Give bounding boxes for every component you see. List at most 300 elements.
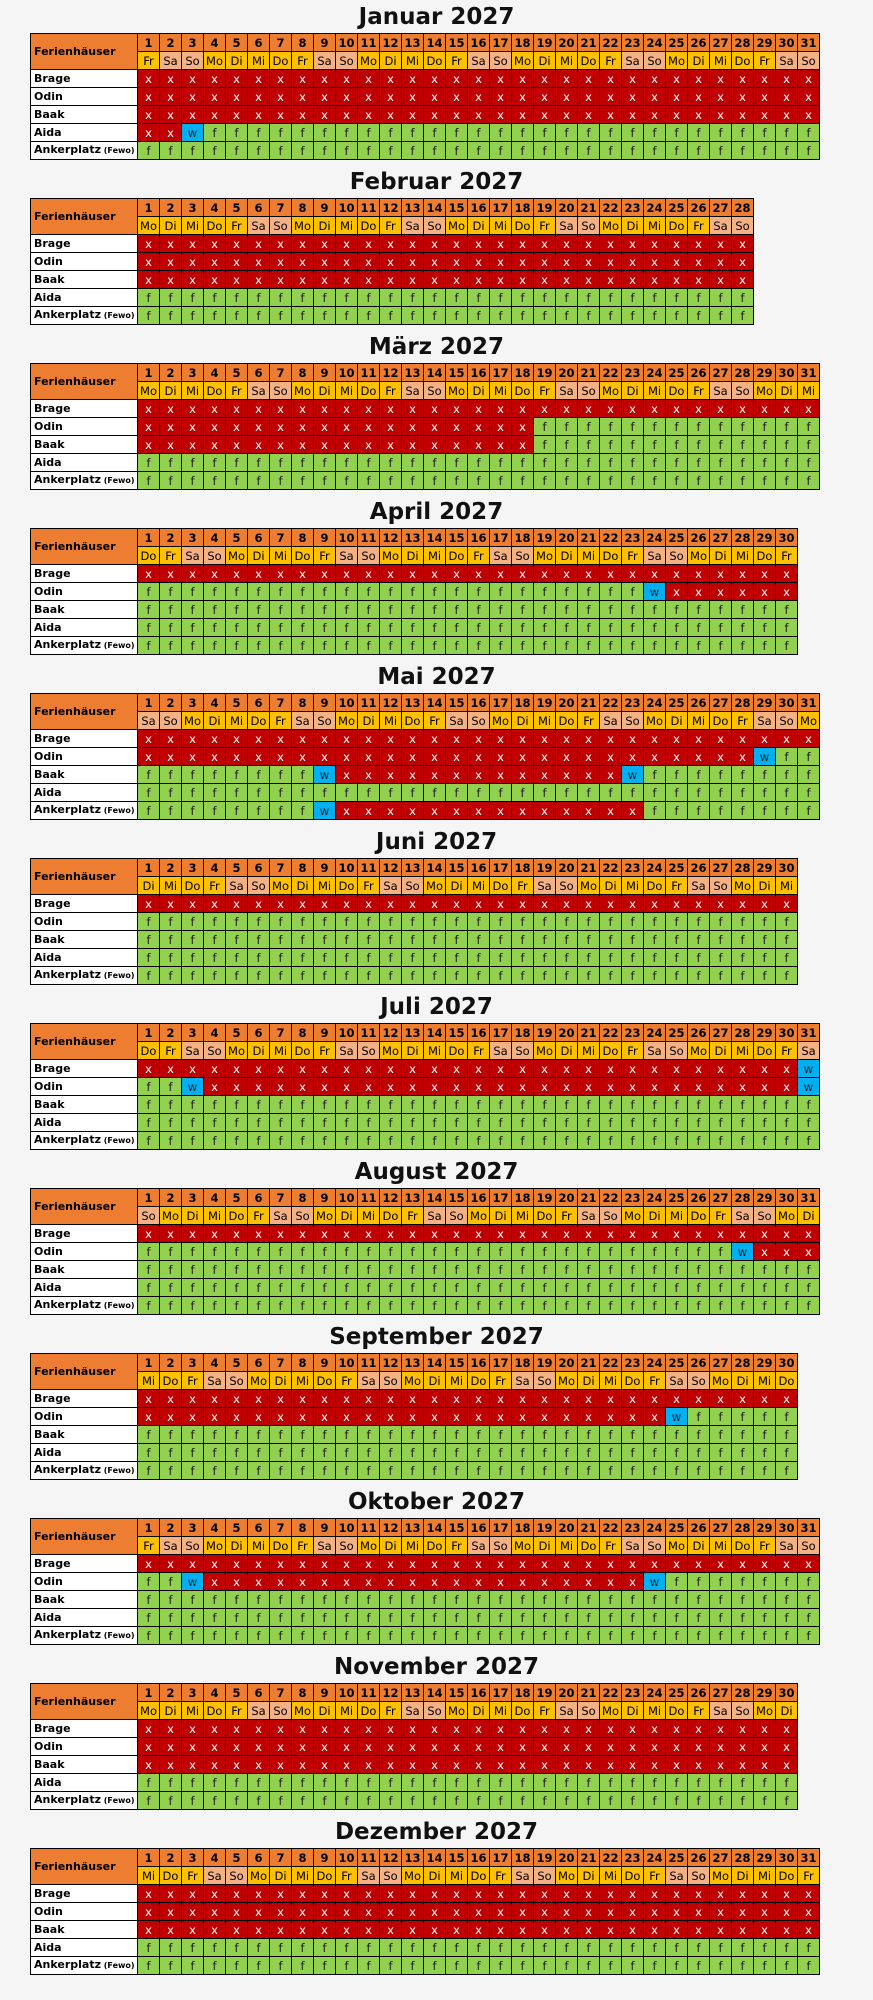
day-status-cell[interactable]: f [314, 307, 336, 325]
day-status-cell[interactable]: x [578, 1903, 600, 1921]
day-status-cell[interactable]: x [710, 253, 732, 271]
day-status-cell[interactable]: f [666, 307, 688, 325]
day-status-cell[interactable]: f [226, 1939, 248, 1957]
day-status-cell[interactable]: x [204, 1390, 226, 1408]
day-status-cell[interactable]: f [160, 619, 182, 637]
day-status-cell[interactable]: f [732, 1444, 754, 1462]
day-status-cell[interactable]: f [512, 1609, 534, 1627]
day-status-cell[interactable]: x [578, 1756, 600, 1774]
day-status-cell[interactable]: f [512, 307, 534, 325]
day-status-cell[interactable]: x [732, 1060, 754, 1078]
day-status-cell[interactable]: x [666, 88, 688, 106]
day-status-cell[interactable]: f [226, 1627, 248, 1645]
day-status-cell[interactable]: x [138, 730, 160, 748]
day-status-cell[interactable]: x [622, 1573, 644, 1591]
day-status-cell[interactable]: x [468, 1921, 490, 1939]
day-status-cell[interactable]: f [644, 1279, 666, 1297]
day-status-cell[interactable]: f [600, 1462, 622, 1480]
day-status-cell[interactable]: f [622, 418, 644, 436]
day-status-cell[interactable]: x [490, 1060, 512, 1078]
day-status-cell[interactable]: f [578, 289, 600, 307]
day-status-cell[interactable]: x [204, 1225, 226, 1243]
day-status-cell[interactable]: f [446, 454, 468, 472]
day-status-cell[interactable]: f [446, 949, 468, 967]
day-status-cell[interactable]: f [270, 967, 292, 985]
day-status-cell[interactable]: f [732, 1261, 754, 1279]
day-status-cell[interactable]: f [248, 1243, 270, 1261]
day-status-cell[interactable]: f [490, 601, 512, 619]
day-status-cell[interactable]: x [688, 1720, 710, 1738]
day-status-cell[interactable]: f [754, 1627, 776, 1645]
day-status-cell[interactable]: f [666, 619, 688, 637]
day-status-cell[interactable]: x [666, 1921, 688, 1939]
day-status-cell[interactable]: x [512, 565, 534, 583]
day-status-cell[interactable]: x [688, 235, 710, 253]
day-status-cell[interactable]: x [490, 436, 512, 454]
day-status-cell[interactable]: x [226, 1408, 248, 1426]
day-status-cell[interactable]: f [226, 1792, 248, 1810]
day-status-cell[interactable]: x [424, 802, 446, 820]
day-status-cell[interactable]: x [798, 1243, 820, 1261]
day-status-cell[interactable]: f [600, 1609, 622, 1627]
day-status-cell[interactable]: f [666, 1957, 688, 1975]
day-status-cell[interactable]: f [578, 931, 600, 949]
day-status-cell[interactable]: f [534, 1792, 556, 1810]
day-status-cell[interactable]: f [754, 766, 776, 784]
day-status-cell[interactable]: x [204, 253, 226, 271]
day-status-cell[interactable]: x [490, 1756, 512, 1774]
day-status-cell[interactable]: f [710, 142, 732, 160]
day-status-cell[interactable]: f [336, 1609, 358, 1627]
day-status-cell[interactable]: x [336, 1720, 358, 1738]
day-status-cell[interactable]: f [248, 583, 270, 601]
day-status-cell[interactable]: f [688, 1573, 710, 1591]
day-status-cell[interactable]: x [556, 253, 578, 271]
day-status-cell[interactable]: x [336, 1885, 358, 1903]
day-status-cell[interactable]: f [710, 436, 732, 454]
day-status-cell[interactable]: w [798, 1078, 820, 1096]
day-status-cell[interactable]: f [732, 637, 754, 655]
day-status-cell[interactable]: f [556, 1444, 578, 1462]
day-status-cell[interactable]: x [578, 70, 600, 88]
day-status-cell[interactable]: f [578, 124, 600, 142]
day-status-cell[interactable]: f [754, 436, 776, 454]
day-status-cell[interactable]: f [402, 1243, 424, 1261]
day-status-cell[interactable]: f [622, 619, 644, 637]
day-status-cell[interactable]: x [314, 70, 336, 88]
day-status-cell[interactable]: x [182, 895, 204, 913]
day-status-cell[interactable]: f [600, 289, 622, 307]
day-status-cell[interactable]: f [688, 1261, 710, 1279]
day-status-cell[interactable]: x [336, 106, 358, 124]
day-status-cell[interactable]: f [666, 1462, 688, 1480]
day-status-cell[interactable]: x [798, 1921, 820, 1939]
day-status-cell[interactable]: x [512, 106, 534, 124]
day-status-cell[interactable]: f [314, 472, 336, 490]
day-status-cell[interactable]: f [380, 1096, 402, 1114]
day-status-cell[interactable]: x [666, 271, 688, 289]
day-status-cell[interactable]: x [490, 1390, 512, 1408]
day-status-cell[interactable]: x [578, 730, 600, 748]
day-status-cell[interactable]: f [666, 802, 688, 820]
day-status-cell[interactable]: f [710, 1096, 732, 1114]
day-status-cell[interactable]: f [138, 1297, 160, 1315]
day-status-cell[interactable]: f [644, 1462, 666, 1480]
day-status-cell[interactable]: f [292, 637, 314, 655]
day-status-cell[interactable]: f [358, 1279, 380, 1297]
day-status-cell[interactable]: x [666, 400, 688, 418]
day-status-cell[interactable]: f [270, 1591, 292, 1609]
day-status-cell[interactable]: x [248, 1738, 270, 1756]
day-status-cell[interactable]: x [402, 1390, 424, 1408]
day-status-cell[interactable]: f [534, 949, 556, 967]
day-status-cell[interactable]: f [754, 1573, 776, 1591]
day-status-cell[interactable]: f [160, 1279, 182, 1297]
day-status-cell[interactable]: f [270, 1243, 292, 1261]
day-status-cell[interactable]: x [358, 730, 380, 748]
day-status-cell[interactable]: x [160, 1738, 182, 1756]
day-status-cell[interactable]: f [490, 289, 512, 307]
day-status-cell[interactable]: f [776, 1462, 798, 1480]
day-status-cell[interactable]: x [424, 1573, 446, 1591]
day-status-cell[interactable]: x [314, 1756, 336, 1774]
day-status-cell[interactable]: f [292, 1957, 314, 1975]
day-status-cell[interactable]: x [490, 1555, 512, 1573]
day-status-cell[interactable]: f [556, 967, 578, 985]
day-status-cell[interactable]: f [798, 1114, 820, 1132]
day-status-cell[interactable]: x [248, 1390, 270, 1408]
day-status-cell[interactable]: x [732, 106, 754, 124]
day-status-cell[interactable]: f [424, 1096, 446, 1114]
day-status-cell[interactable]: f [204, 454, 226, 472]
day-status-cell[interactable]: x [600, 565, 622, 583]
day-status-cell[interactable]: x [182, 1903, 204, 1921]
day-status-cell[interactable]: f [160, 1792, 182, 1810]
day-status-cell[interactable]: f [248, 472, 270, 490]
day-status-cell[interactable]: f [600, 1132, 622, 1150]
day-status-cell[interactable]: x [688, 1756, 710, 1774]
day-status-cell[interactable]: f [556, 1243, 578, 1261]
day-status-cell[interactable]: x [226, 895, 248, 913]
day-status-cell[interactable]: x [402, 253, 424, 271]
day-status-cell[interactable]: x [138, 1390, 160, 1408]
day-status-cell[interactable]: x [160, 1225, 182, 1243]
day-status-cell[interactable]: x [490, 895, 512, 913]
day-status-cell[interactable]: f [534, 1774, 556, 1792]
day-status-cell[interactable]: x [314, 1921, 336, 1939]
day-status-cell[interactable]: x [732, 1720, 754, 1738]
day-status-cell[interactable]: f [204, 1426, 226, 1444]
day-status-cell[interactable]: f [446, 1627, 468, 1645]
day-status-cell[interactable]: f [732, 418, 754, 436]
day-status-cell[interactable]: x [226, 748, 248, 766]
day-status-cell[interactable]: x [380, 802, 402, 820]
day-status-cell[interactable]: x [512, 1756, 534, 1774]
day-status-cell[interactable]: f [688, 802, 710, 820]
day-status-cell[interactable]: f [358, 454, 380, 472]
day-status-cell[interactable]: f [622, 307, 644, 325]
day-status-cell[interactable]: f [776, 1114, 798, 1132]
day-status-cell[interactable]: f [666, 142, 688, 160]
day-status-cell[interactable]: f [578, 1426, 600, 1444]
day-status-cell[interactable]: f [446, 1774, 468, 1792]
day-status-cell[interactable]: x [688, 748, 710, 766]
day-status-cell[interactable]: x [600, 1921, 622, 1939]
day-status-cell[interactable]: f [732, 601, 754, 619]
day-status-cell[interactable]: f [182, 1792, 204, 1810]
day-status-cell[interactable]: x [182, 1555, 204, 1573]
day-status-cell[interactable]: f [336, 1297, 358, 1315]
day-status-cell[interactable]: x [204, 271, 226, 289]
day-status-cell[interactable]: f [336, 967, 358, 985]
day-status-cell[interactable]: x [490, 271, 512, 289]
day-status-cell[interactable]: x [688, 1078, 710, 1096]
day-status-cell[interactable]: f [666, 913, 688, 931]
day-status-cell[interactable]: f [512, 1792, 534, 1810]
day-status-cell[interactable]: f [358, 784, 380, 802]
day-status-cell[interactable]: f [336, 913, 358, 931]
day-status-cell[interactable]: x [446, 1903, 468, 1921]
day-status-cell[interactable]: x [556, 235, 578, 253]
day-status-cell[interactable]: x [754, 400, 776, 418]
day-status-cell[interactable]: x [490, 70, 512, 88]
day-status-cell[interactable]: x [622, 253, 644, 271]
day-status-cell[interactable]: x [468, 1738, 490, 1756]
day-status-cell[interactable]: f [710, 619, 732, 637]
day-status-cell[interactable]: f [270, 1297, 292, 1315]
day-status-cell[interactable]: x [292, 88, 314, 106]
day-status-cell[interactable]: f [644, 1426, 666, 1444]
day-status-cell[interactable]: x [468, 895, 490, 913]
day-status-cell[interactable]: x [402, 106, 424, 124]
day-status-cell[interactable]: f [292, 931, 314, 949]
day-status-cell[interactable]: f [292, 601, 314, 619]
day-status-cell[interactable]: x [754, 1390, 776, 1408]
day-status-cell[interactable]: f [710, 802, 732, 820]
day-status-cell[interactable]: f [622, 1426, 644, 1444]
day-status-cell[interactable]: f [622, 436, 644, 454]
day-status-cell[interactable]: x [380, 1720, 402, 1738]
day-status-cell[interactable]: x [314, 1720, 336, 1738]
day-status-cell[interactable]: f [424, 601, 446, 619]
day-status-cell[interactable]: f [512, 1939, 534, 1957]
day-status-cell[interactable]: f [204, 1627, 226, 1645]
day-status-cell[interactable]: x [336, 730, 358, 748]
day-status-cell[interactable]: f [666, 1609, 688, 1627]
day-status-cell[interactable]: x [358, 235, 380, 253]
day-status-cell[interactable]: f [710, 1444, 732, 1462]
day-status-cell[interactable]: x [556, 400, 578, 418]
day-status-cell[interactable]: f [402, 931, 424, 949]
day-status-cell[interactable]: f [402, 1114, 424, 1132]
day-status-cell[interactable]: f [292, 1114, 314, 1132]
day-status-cell[interactable]: f [226, 454, 248, 472]
day-status-cell[interactable]: x [248, 1885, 270, 1903]
day-status-cell[interactable]: x [358, 895, 380, 913]
day-status-cell[interactable]: x [226, 1903, 248, 1921]
day-status-cell[interactable]: f [468, 1591, 490, 1609]
day-status-cell[interactable]: x [622, 565, 644, 583]
day-status-cell[interactable]: f [534, 583, 556, 601]
day-status-cell[interactable]: f [534, 1426, 556, 1444]
day-status-cell[interactable]: f [314, 1114, 336, 1132]
day-status-cell[interactable]: f [314, 1774, 336, 1792]
day-status-cell[interactable]: x [710, 1921, 732, 1939]
day-status-cell[interactable]: f [204, 472, 226, 490]
day-status-cell[interactable]: f [138, 1114, 160, 1132]
day-status-cell[interactable]: x [710, 70, 732, 88]
day-status-cell[interactable]: x [468, 1225, 490, 1243]
day-status-cell[interactable]: x [182, 1225, 204, 1243]
day-status-cell[interactable]: x [468, 253, 490, 271]
day-status-cell[interactable]: x [446, 106, 468, 124]
day-status-cell[interactable]: x [292, 1720, 314, 1738]
day-status-cell[interactable]: f [270, 1957, 292, 1975]
day-status-cell[interactable]: x [490, 1573, 512, 1591]
day-status-cell[interactable]: f [776, 1957, 798, 1975]
day-status-cell[interactable]: f [358, 1792, 380, 1810]
day-status-cell[interactable]: x [160, 400, 182, 418]
day-status-cell[interactable]: f [402, 1132, 424, 1150]
day-status-cell[interactable]: x [490, 253, 512, 271]
day-status-cell[interactable]: x [754, 1555, 776, 1573]
day-status-cell[interactable]: x [468, 1555, 490, 1573]
day-status-cell[interactable]: x [446, 436, 468, 454]
day-status-cell[interactable]: x [358, 253, 380, 271]
day-status-cell[interactable]: f [182, 1261, 204, 1279]
day-status-cell[interactable]: x [710, 1078, 732, 1096]
day-status-cell[interactable]: f [490, 1261, 512, 1279]
day-status-cell[interactable]: f [314, 967, 336, 985]
day-status-cell[interactable]: f [798, 1279, 820, 1297]
day-status-cell[interactable]: x [336, 1573, 358, 1591]
day-status-cell[interactable]: f [644, 1297, 666, 1315]
day-status-cell[interactable]: x [534, 106, 556, 124]
day-status-cell[interactable]: f [732, 1462, 754, 1480]
day-status-cell[interactable]: x [270, 1573, 292, 1591]
day-status-cell[interactable]: w [314, 766, 336, 784]
day-status-cell[interactable]: x [468, 70, 490, 88]
day-status-cell[interactable]: f [732, 1132, 754, 1150]
day-status-cell[interactable]: f [138, 1609, 160, 1627]
day-status-cell[interactable]: f [622, 1297, 644, 1315]
day-status-cell[interactable]: f [138, 1462, 160, 1480]
day-status-cell[interactable]: f [358, 913, 380, 931]
day-status-cell[interactable]: f [424, 1261, 446, 1279]
day-status-cell[interactable]: f [380, 454, 402, 472]
day-status-cell[interactable]: x [578, 88, 600, 106]
day-status-cell[interactable]: x [534, 70, 556, 88]
day-status-cell[interactable]: f [534, 1609, 556, 1627]
day-status-cell[interactable]: f [270, 1261, 292, 1279]
day-status-cell[interactable]: x [358, 802, 380, 820]
day-status-cell[interactable]: f [292, 1426, 314, 1444]
day-status-cell[interactable]: x [600, 766, 622, 784]
day-status-cell[interactable]: f [512, 1444, 534, 1462]
day-status-cell[interactable]: x [424, 1060, 446, 1078]
day-status-cell[interactable]: f [754, 1132, 776, 1150]
day-status-cell[interactable]: x [490, 400, 512, 418]
day-status-cell[interactable]: x [776, 1390, 798, 1408]
day-status-cell[interactable]: x [248, 748, 270, 766]
day-status-cell[interactable]: f [644, 1774, 666, 1792]
day-status-cell[interactable]: f [622, 1609, 644, 1627]
day-status-cell[interactable]: f [380, 1462, 402, 1480]
day-status-cell[interactable]: f [182, 784, 204, 802]
day-status-cell[interactable]: x [468, 1078, 490, 1096]
day-status-cell[interactable]: f [468, 1792, 490, 1810]
day-status-cell[interactable]: f [556, 913, 578, 931]
day-status-cell[interactable]: f [446, 1939, 468, 1957]
day-status-cell[interactable]: f [336, 931, 358, 949]
day-status-cell[interactable]: x [358, 88, 380, 106]
day-status-cell[interactable]: x [578, 1720, 600, 1738]
day-status-cell[interactable]: f [424, 1792, 446, 1810]
day-status-cell[interactable]: f [226, 1444, 248, 1462]
day-status-cell[interactable]: f [182, 967, 204, 985]
day-status-cell[interactable]: x [226, 1078, 248, 1096]
day-status-cell[interactable]: x [446, 271, 468, 289]
day-status-cell[interactable]: f [468, 1444, 490, 1462]
day-status-cell[interactable]: x [710, 106, 732, 124]
day-status-cell[interactable]: x [446, 1060, 468, 1078]
day-status-cell[interactable]: f [710, 124, 732, 142]
day-status-cell[interactable]: f [776, 619, 798, 637]
day-status-cell[interactable]: x [556, 106, 578, 124]
day-status-cell[interactable]: x [402, 1408, 424, 1426]
day-status-cell[interactable]: x [512, 1573, 534, 1591]
day-status-cell[interactable]: x [534, 1756, 556, 1774]
day-status-cell[interactable]: f [380, 1297, 402, 1315]
day-status-cell[interactable]: f [292, 802, 314, 820]
day-status-cell[interactable]: f [138, 766, 160, 784]
day-status-cell[interactable]: f [468, 454, 490, 472]
day-status-cell[interactable]: f [534, 454, 556, 472]
day-status-cell[interactable]: f [600, 1114, 622, 1132]
day-status-cell[interactable]: f [204, 1792, 226, 1810]
day-status-cell[interactable]: f [666, 967, 688, 985]
day-status-cell[interactable]: x [754, 1225, 776, 1243]
day-status-cell[interactable]: x [468, 802, 490, 820]
day-status-cell[interactable]: x [270, 1738, 292, 1756]
day-status-cell[interactable]: f [402, 472, 424, 490]
day-status-cell[interactable]: x [248, 436, 270, 454]
day-status-cell[interactable]: x [424, 895, 446, 913]
day-status-cell[interactable]: f [754, 1426, 776, 1444]
day-status-cell[interactable]: f [182, 766, 204, 784]
day-status-cell[interactable]: f [204, 1957, 226, 1975]
day-status-cell[interactable]: f [160, 1114, 182, 1132]
day-status-cell[interactable]: x [424, 1738, 446, 1756]
day-status-cell[interactable]: x [314, 271, 336, 289]
day-status-cell[interactable]: f [600, 1444, 622, 1462]
day-status-cell[interactable]: x [490, 88, 512, 106]
day-status-cell[interactable]: f [160, 1573, 182, 1591]
day-status-cell[interactable]: x [798, 70, 820, 88]
day-status-cell[interactable]: f [402, 1939, 424, 1957]
day-status-cell[interactable]: x [666, 748, 688, 766]
day-status-cell[interactable]: f [622, 583, 644, 601]
day-status-cell[interactable]: f [556, 1462, 578, 1480]
day-status-cell[interactable]: f [578, 454, 600, 472]
day-status-cell[interactable]: f [710, 1114, 732, 1132]
day-status-cell[interactable]: f [710, 289, 732, 307]
day-status-cell[interactable]: f [468, 931, 490, 949]
day-status-cell[interactable]: x [622, 235, 644, 253]
day-status-cell[interactable]: x [534, 1921, 556, 1939]
day-status-cell[interactable]: f [754, 1114, 776, 1132]
day-status-cell[interactable]: x [358, 1573, 380, 1591]
